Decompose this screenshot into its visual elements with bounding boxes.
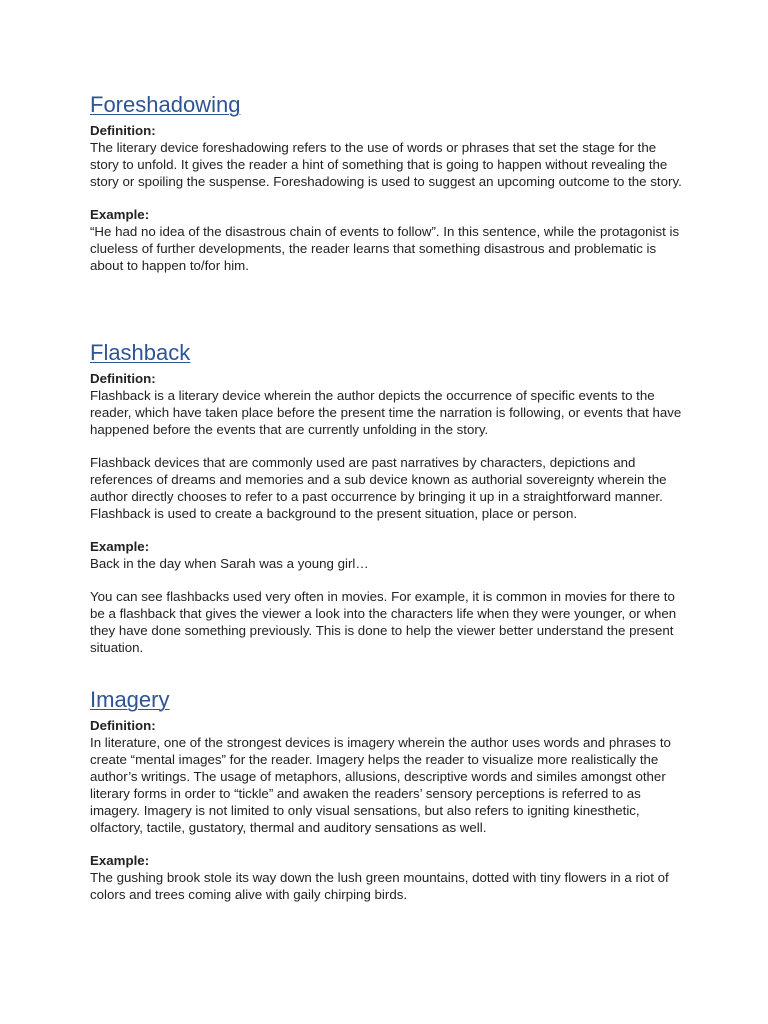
example-label: Example:	[90, 207, 150, 222]
section-heading: Imagery	[90, 687, 170, 712]
section-foreshadowing	[90, 92, 682, 274]
example-text: “He had no idea of the disastrous chain of events to follow”. In this sentence, while the protagonist is clueless of further developments, the reader learns that something disastrous and problematic is about to happen to/for him.	[90, 224, 680, 273]
definition-label: Definition:	[90, 718, 156, 733]
example-label: Example:	[90, 539, 150, 554]
section-heading: Foreshadowing	[90, 92, 241, 117]
example-label: Example:	[90, 853, 150, 868]
section-heading: Flashback	[90, 340, 191, 365]
example-text: Back in the day when Sarah was a young girl…	[90, 556, 369, 571]
example-text: The gushing brook stole its way down the lush green mountains, dotted with tiny flowers in a riot of colors and trees coming alive with gaily chirping birds.	[90, 870, 669, 902]
definition-text-continued: Flashback devices that are commonly used are past narratives by characters, depictions and references of dreams and memories and a sub device known as authorial sovereignty wherein the author directly chooses to refer to a past occurrence by bringing it up in a straightforward manner. Flashback is used to create a background to the present situation, place or person.	[90, 455, 667, 521]
definition-text: The literary device foreshadowing refers to the use of words or phrases that set the stage for the story to unfold. It gives the reader a hint of something that is going to happen without revealing the story or spoiling the suspense. Foreshadowing is used to suggest an upcoming outcome to the story.	[90, 140, 682, 189]
definition-text: Flashback is a literary device wherein the author depicts the occurrence of specific events to the reader, which have taken place before the present time the narration is following, or events that have happened before the events that are currently unfolding in the story.	[90, 388, 682, 437]
definition-label: Definition:	[90, 123, 156, 138]
section-imagery	[90, 687, 682, 903]
definition-label: Definition:	[90, 371, 156, 386]
definition-text: In literature, one of the strongest devices is imagery wherein the author uses words and phrases to create “mental images” for the reader. Imagery helps the reader to visualize more realistically the author’s writings. The usage of metaphors, allusions, descriptive words and similes amongst other literary forms in order to “tickle” and awaken the readers’ sensory perceptions is referred to as imagery. Imagery is not limited to only visual sensations, but also refers to igniting kinesthetic, olfactory, tactile, gustatory, thermal and auditory sensations as well.	[90, 735, 671, 835]
section-flashback	[90, 340, 682, 656]
example-text-continued: You can see flashbacks used very often in movies. For example, it is common in movies for there to be a flashback that gives the viewer a look into the characters life when they were younger, or when they have done something previously. This is done to help the viewer better understand the present situation.	[90, 589, 677, 655]
